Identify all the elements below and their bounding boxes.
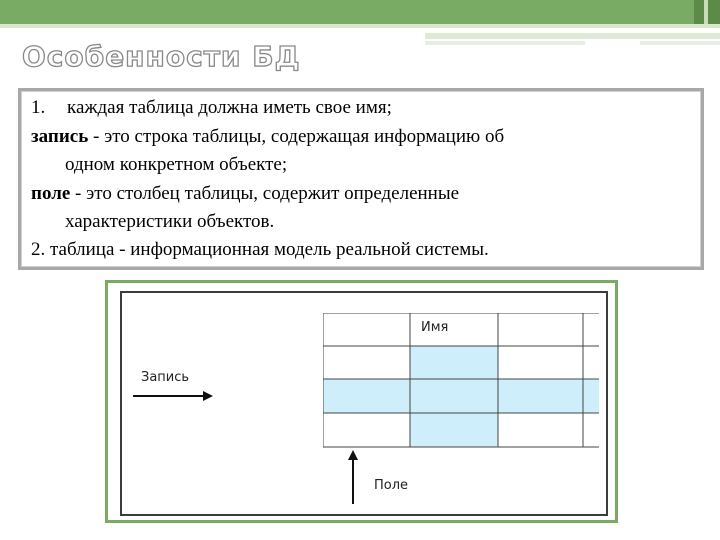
definition-line-3: одном конкретном объекте; — [65, 154, 288, 175]
definition-text: - это строка таблицы, содержащая информацию об — [88, 126, 505, 147]
decor-rule — [425, 41, 585, 45]
definition-line-2 — [31, 126, 504, 148]
table-diagram — [105, 280, 618, 523]
definition-line-1 — [31, 97, 392, 119]
slide-title: Особенности БД — [22, 40, 301, 73]
top-banner — [0, 0, 720, 24]
definition-line-5: характеристики объектов. — [65, 211, 275, 232]
table-grid — [323, 313, 599, 448]
arrow-up-icon — [346, 448, 360, 504]
definitions-panel — [18, 88, 704, 270]
term-record: запись — [31, 126, 89, 147]
decor-rule — [0, 24, 720, 28]
definition-line-6: 2. таблица - информационная модель реальной системы. — [31, 239, 489, 260]
record-label: Запись — [141, 370, 190, 385]
list-number: 1. — [31, 97, 46, 118]
arrow-right-icon — [133, 389, 215, 403]
field-label: Поле — [374, 478, 409, 493]
definition-text: каждая таблица должна иметь свое имя; — [67, 97, 392, 118]
top-banner-notch — [704, 0, 708, 24]
decor-rule — [640, 41, 720, 45]
definition-line-4 — [31, 183, 459, 205]
record-highlight — [323, 379, 599, 413]
term-field: поле — [31, 183, 71, 204]
decor-rule — [425, 33, 720, 39]
definition-text: - это столбец таблицы, содержит определенные — [70, 183, 460, 204]
column-header-name: Имя — [421, 320, 449, 335]
